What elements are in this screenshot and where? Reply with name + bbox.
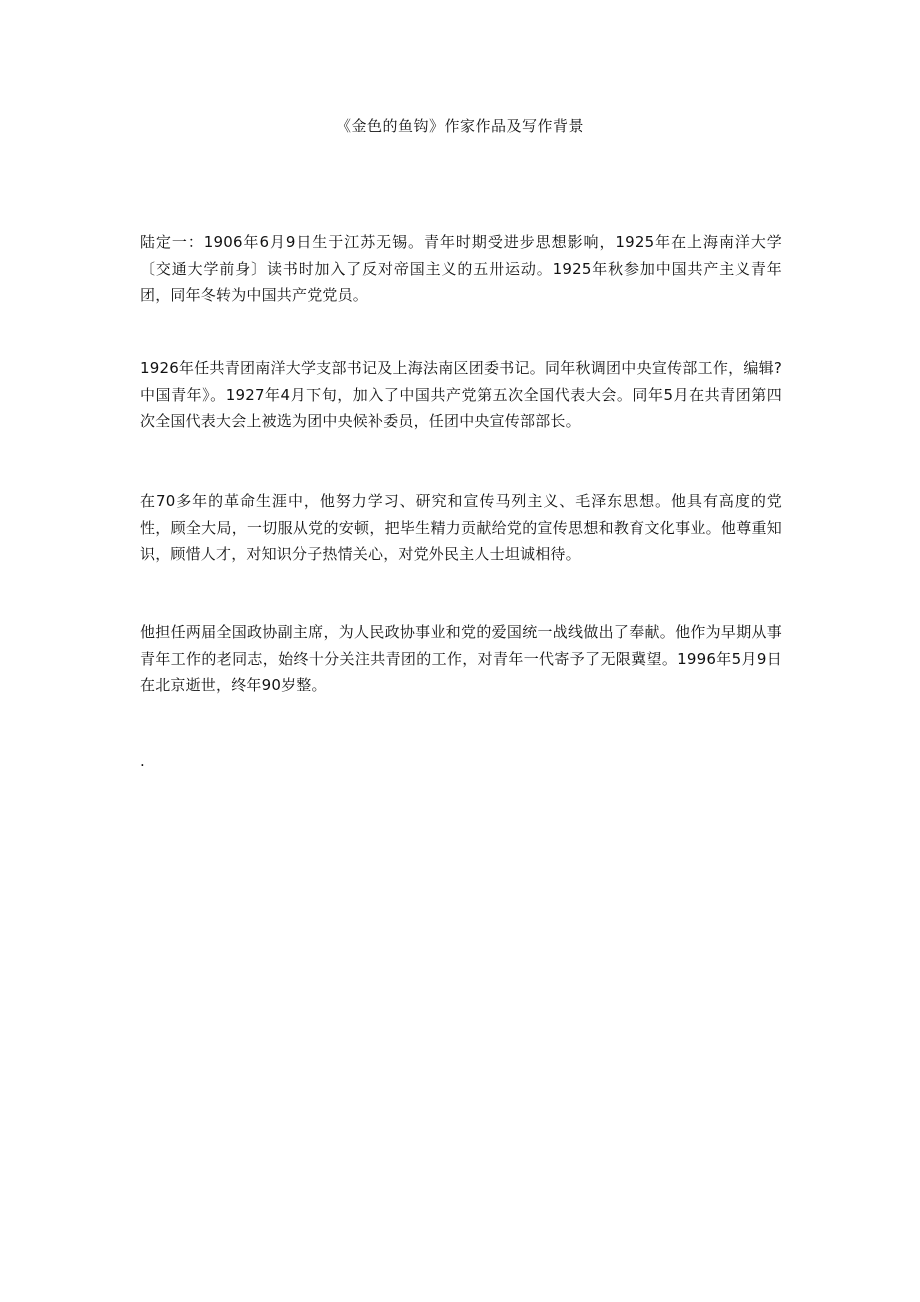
paragraph-1: 陆定一：1906年6月9日生于江苏无锡。青年时期受进步思想影响，1925年在上海南洋大学〔交通大学前身〕读书时加入了反对帝国主义的五卅运动。1925年秋参加中国共产主义青年团，同年冬转为中国共产党党员。 xyxy=(140,233,782,304)
trailing-mark: . xyxy=(140,752,145,770)
document-title: 《金色的鱼钩》作家作品及写作背景 xyxy=(335,117,584,135)
paragraph-4: 他担任两届全国政协副主席，为人民政协事业和党的爱国统一战线做出了奉献。他作为早期从事青年工作的老同志，始终十分关注共青团的工作，对青年一代寄予了无限冀望。1996年5月9日在北京逝世，终年90岁整。 xyxy=(140,623,782,694)
paragraph-2: 1926年任共青团南洋大学支部书记及上海法南区团委书记。同年秋调团中央宣传部工作，编辑?中国青年》。1927年4月下旬，加入了中国共产党第五次全国代表大会。同年5月在共青团第四次全国代表大会上被选为团中央候补委员，任团中央宣传部部长。 xyxy=(140,359,782,430)
paragraph-3: 在70多年的革命生涯中，他努力学习、研究和宣传马列主义、毛泽东思想。他具有高度的党性，顾全大局，一切服从党的安顿，把毕生精力贡献给党的宣传思想和教育文化事业。他尊重知识，顾惜人才，对知识分子热情关心，对党外民主人士坦诚相待。 xyxy=(140,492,782,563)
